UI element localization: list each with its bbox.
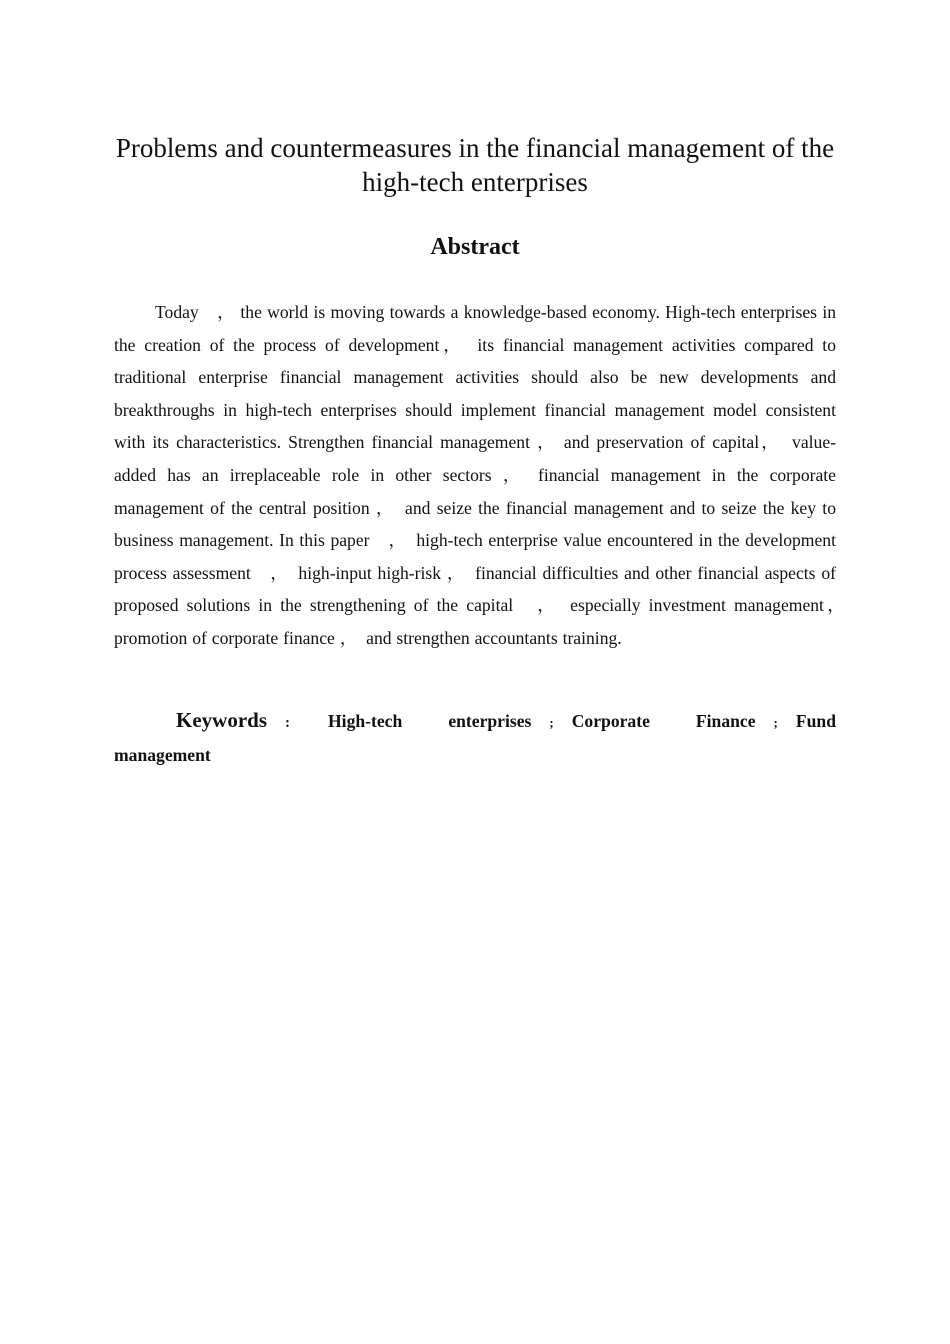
keywords-label: Keywords — [176, 708, 267, 732]
abstract-body: Today ， the world is moving towards a knowledge-based economy. High-tech enterprises in the creation of the process of development， its financial management activities compared to traditional enterprise financial management activities should also be new developments and breakthroughs in high-tech enterprises should implement financial management model consistent with its characteristics. Strengthen financial management ， and preservation of capital， value-added has an irreplaceable role in other sectors ， financial management in the corporate management of the central position ， and seize the financial management and to seize the key to business management. In this paper ， high-tech enterprise value encountered in the development process assessment ， high-input high-risk ， financial difficulties and other financial aspects of proposed solutions in the strengthening of the capital ， especially investment management， promotion of corporate finance ， and strengthen accountants training. — [114, 302, 854, 648]
paper-title: Problems and countermeasures in the financial management of the high-tech enterprises — [115, 133, 835, 197]
keyword-separator: ; — [773, 715, 778, 730]
keyword-separator: ; — [549, 715, 554, 730]
keywords-colon: : — [285, 715, 290, 731]
keyword-item: Corporate Finance — [571, 711, 756, 731]
keyword-item: High-tech enterprises — [328, 711, 532, 731]
keywords-line — [114, 704, 836, 771]
keyword-item: Fund management — [114, 711, 836, 765]
abstract-heading: Abstract — [430, 234, 520, 260]
